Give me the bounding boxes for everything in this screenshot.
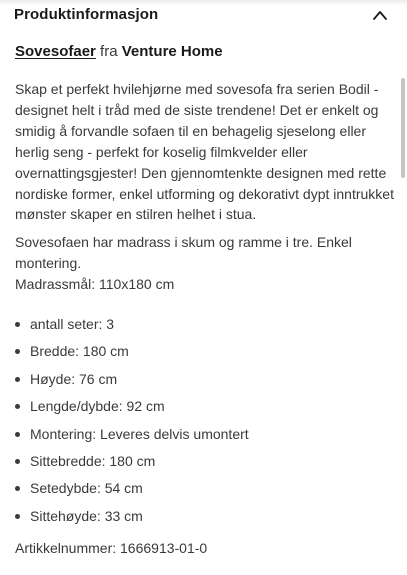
scrollbar-thumb[interactable]: [401, 78, 405, 178]
spec-item: [15, 341, 395, 368]
bullet-icon: [15, 404, 20, 409]
spec-text: Lengde/dybde: 92 cm: [30, 398, 165, 415]
spec-list: [15, 314, 395, 533]
description-line: montering.: [15, 254, 82, 271]
spec-text: antall seter: 3: [30, 316, 115, 332]
section-title: Produktinformasjon: [14, 6, 159, 23]
spec-text: Høyde: 76 cm: [30, 370, 118, 387]
description-line: overnattingsgjester! Den gjennomtenkte designen med rette: [15, 164, 387, 181]
spec-text: Sittebredde: 180 cm: [30, 452, 156, 469]
description-line: nordiske former, enkel utforming og dekorativt dypt inntrukket: [15, 185, 394, 202]
brand-name: Venture Home: [121, 43, 223, 60]
description-line: Sovesofaen har madrass i skum og ramme i tre. Enkel: [15, 234, 352, 250]
bullet-icon: [15, 486, 20, 491]
bullet-icon: [15, 322, 20, 327]
spec-item: [15, 314, 395, 341]
spec-item: [15, 451, 395, 478]
spec-text: Bredde: 180 cm: [30, 343, 129, 360]
from-text: fra: [100, 43, 118, 60]
bullet-icon: [15, 377, 20, 382]
bullet-icon: [15, 349, 20, 354]
article-number: Artikkelnummer: 1666913-01-0: [15, 540, 208, 556]
bullet-icon: [15, 514, 20, 519]
spec-item: [15, 506, 395, 533]
spec-item: [15, 478, 395, 505]
chevron-up-icon[interactable]: [372, 9, 388, 21]
description-line: Skap et perfekt hvilehjørne med sovesofa fra serien Bodil -: [15, 81, 379, 97]
category-link[interactable]: Sovesofaer: [15, 43, 96, 60]
spec-text: Setedybde: 54 cm: [30, 480, 143, 497]
spec-item: [15, 369, 395, 396]
bullet-icon: [15, 432, 20, 437]
spec-text: Montering: Leveres delvis umontert: [30, 425, 249, 442]
description-line: designet helt i tråd med de siste trendene! Det er enkelt og: [15, 101, 379, 118]
spec-item: [15, 396, 395, 423]
description-line: mønster skaper en stilren helhet i stua.: [15, 206, 257, 223]
description-paragraph-2: [15, 232, 395, 295]
description-paragraph-1: [15, 79, 395, 225]
description-line: smidig å forvandle sofaen til en behagelig sjeselong eller: [15, 122, 366, 139]
spec-item: [15, 424, 395, 451]
product-line: [15, 43, 223, 60]
description-line: herlig seng - perfekt for koselig filmkvelder eller: [15, 143, 308, 160]
mattress-size: Madrassmål: 110x180 cm: [15, 275, 175, 292]
bullet-icon: [15, 459, 20, 464]
spec-text: Sittehøyde: 33 cm: [30, 507, 143, 524]
section-header[interactable]: [0, 0, 407, 34]
